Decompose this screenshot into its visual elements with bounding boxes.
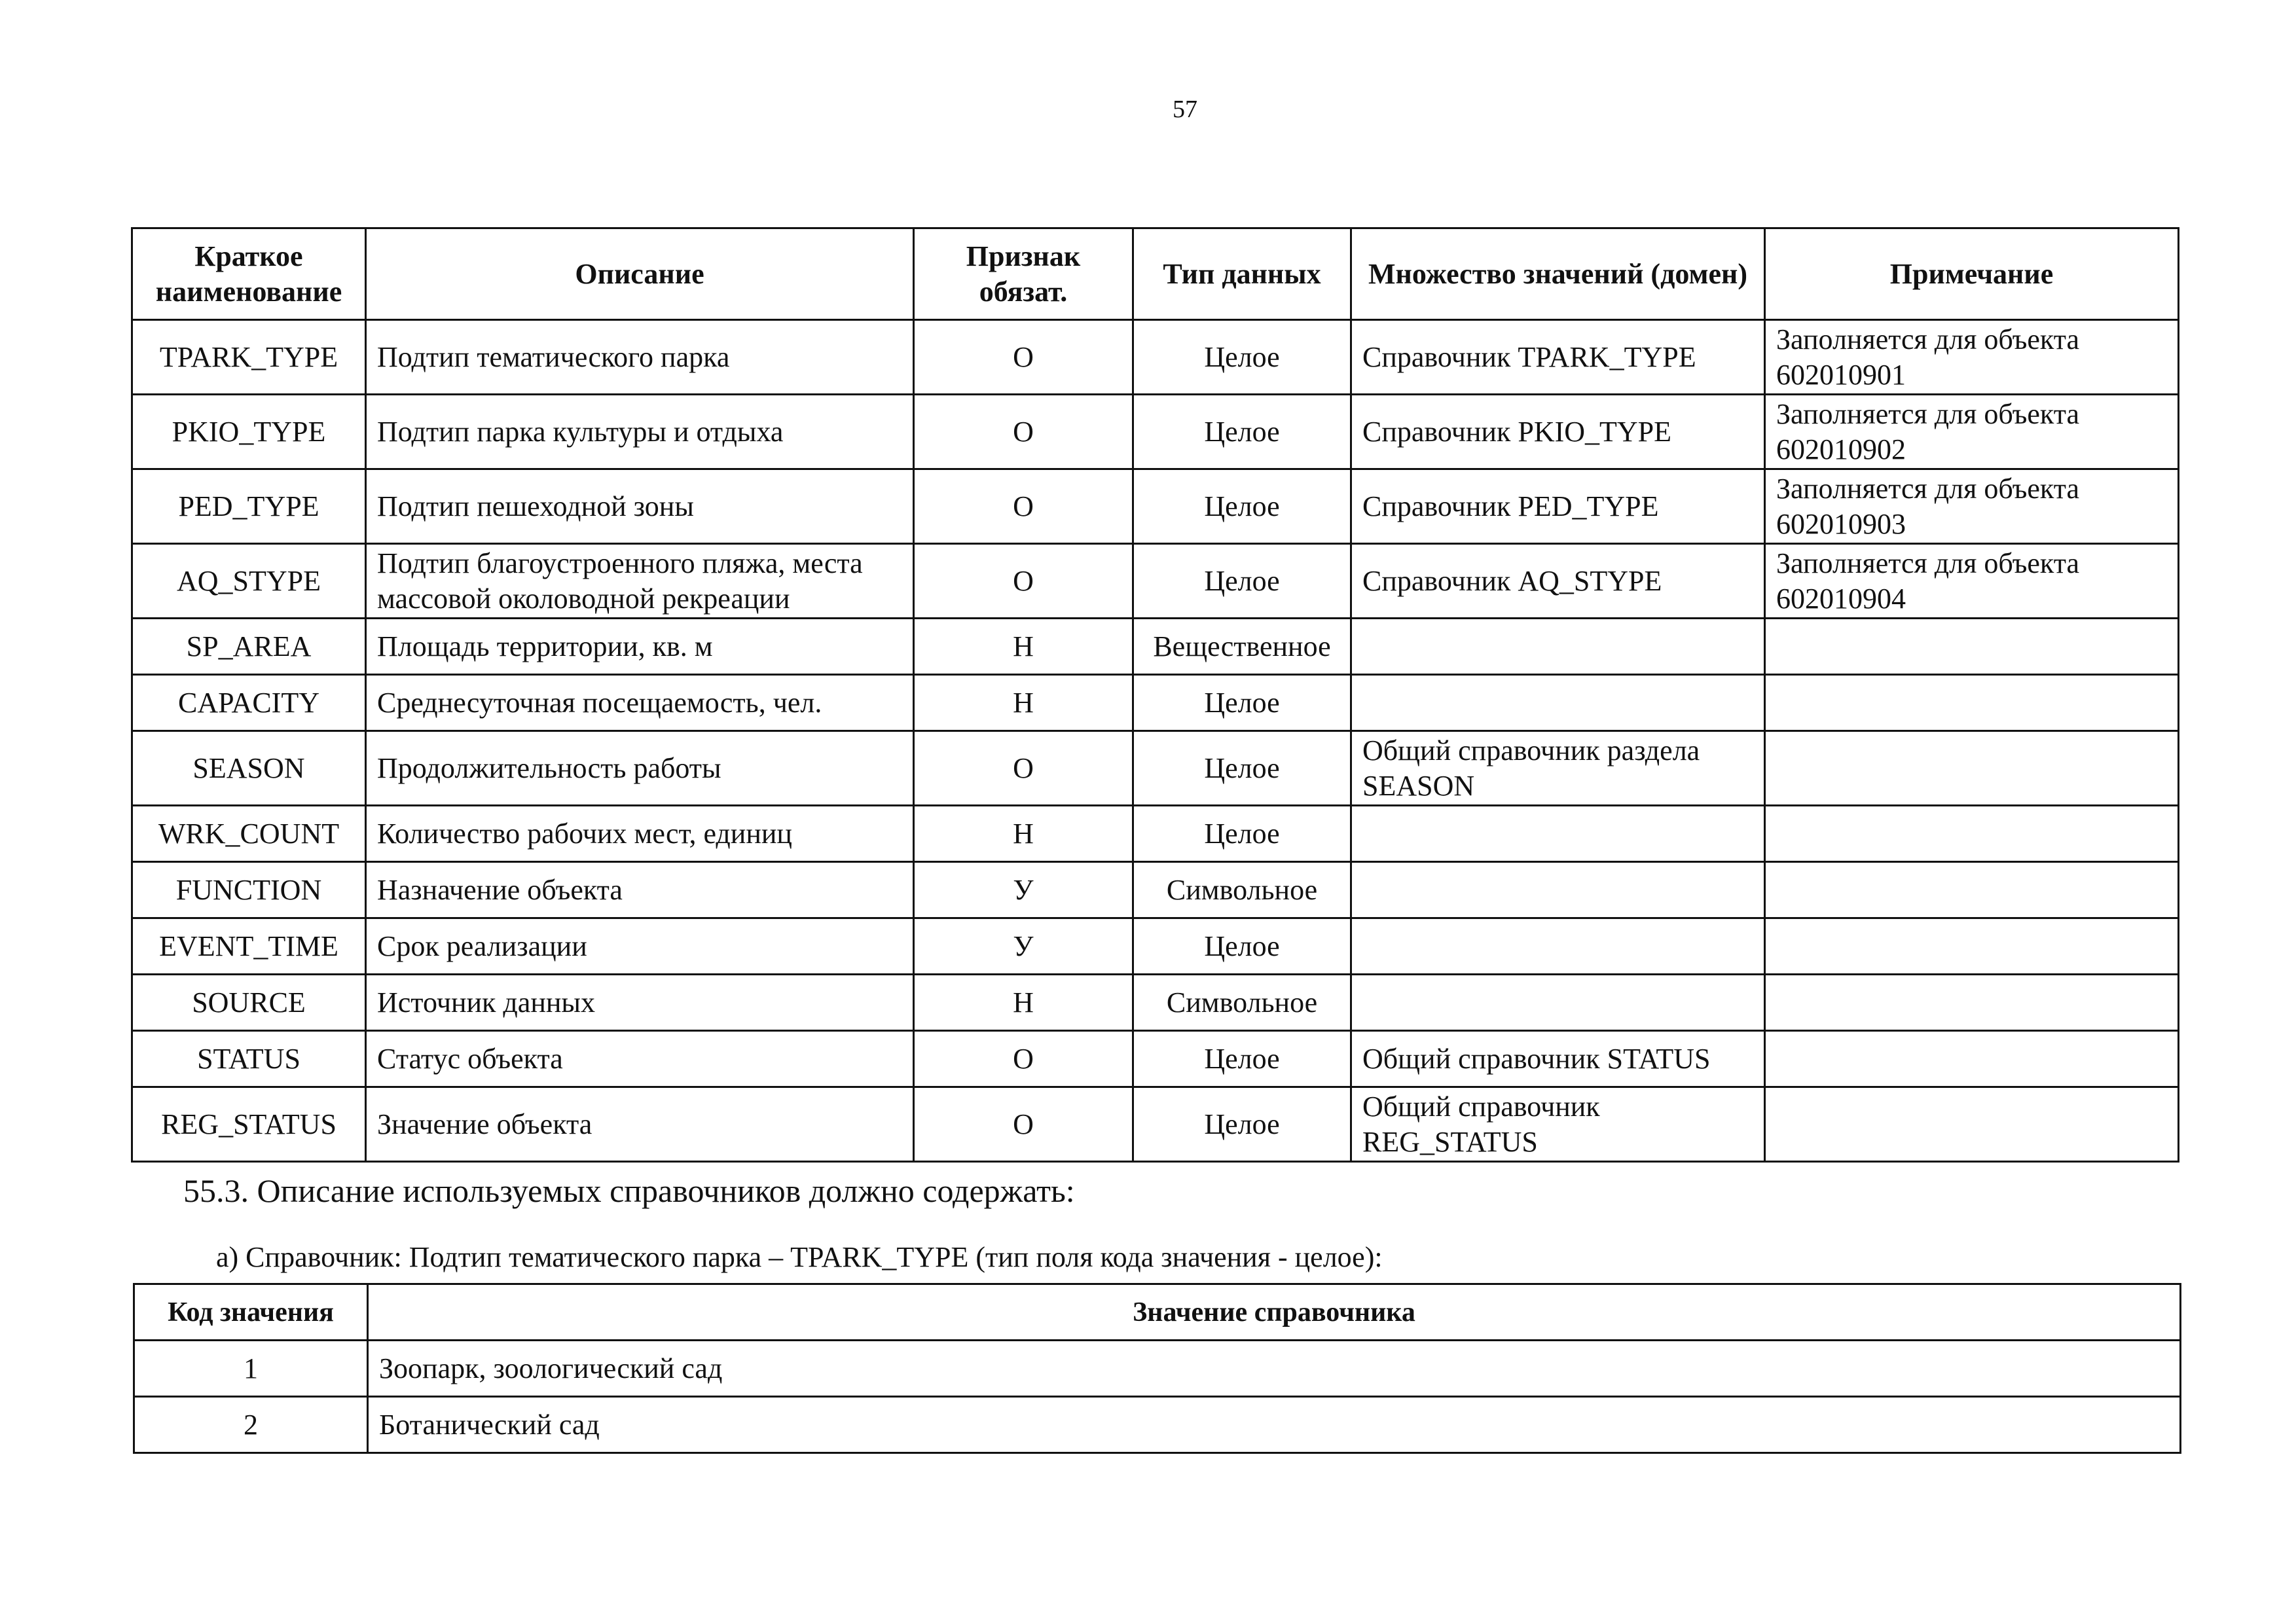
cell-name: SEASON xyxy=(132,731,366,806)
cell-name: AQ_STYPE xyxy=(132,544,366,619)
cell-domain: Общий справочник раздела SEASON xyxy=(1351,731,1765,806)
cell-desc: Статус объекта xyxy=(366,1031,914,1087)
cell-req: Н xyxy=(914,806,1133,862)
cell-domain: Общий справочник REG_STATUS xyxy=(1351,1087,1765,1162)
cell-desc: Подтип пешеходной зоны xyxy=(366,469,914,544)
page-number: 57 xyxy=(1173,96,1197,123)
cell-name: REG_STATUS xyxy=(132,1087,366,1162)
cell-note xyxy=(1765,918,2179,975)
cell-req: Н xyxy=(914,619,1133,675)
cell-note xyxy=(1765,806,2179,862)
cell-type: Целое xyxy=(1133,731,1351,806)
cell-domain xyxy=(1351,675,1765,731)
cell-req: О xyxy=(914,395,1133,469)
table-row xyxy=(132,544,2179,619)
cell-desc: Подтип тематического парка xyxy=(366,320,914,395)
cell-value: Ботанический сад xyxy=(368,1397,2181,1453)
cell-note xyxy=(1765,619,2179,675)
cell-domain xyxy=(1351,975,1765,1031)
header-code: Код значения xyxy=(134,1284,368,1341)
cell-name: SOURCE xyxy=(132,975,366,1031)
cell-type: Целое xyxy=(1133,806,1351,862)
table-row xyxy=(132,395,2179,469)
cell-name: PKIO_TYPE xyxy=(132,395,366,469)
cell-domain: Общий справочник STATUS xyxy=(1351,1031,1765,1087)
cell-note xyxy=(1765,975,2179,1031)
cell-domain: Справочник PED_TYPE xyxy=(1351,469,1765,544)
cell-desc: Срок реализации xyxy=(366,918,914,975)
cell-req: Н xyxy=(914,975,1133,1031)
cell-desc: Значение объекта xyxy=(366,1087,914,1162)
cell-domain: Справочник TPARK_TYPE xyxy=(1351,320,1765,395)
cell-domain xyxy=(1351,619,1765,675)
reference-table xyxy=(133,1283,2181,1454)
table-row xyxy=(134,1397,2181,1453)
cell-type: Целое xyxy=(1133,320,1351,395)
cell-req: У xyxy=(914,918,1133,975)
cell-type: Целое xyxy=(1133,395,1351,469)
cell-type: Целое xyxy=(1133,544,1351,619)
reference-header-row xyxy=(134,1284,2181,1341)
cell-note xyxy=(1765,675,2179,731)
cell-type: Вещественное xyxy=(1133,619,1351,675)
table-row xyxy=(132,320,2179,395)
table-row xyxy=(132,731,2179,806)
cell-name: CAPACITY xyxy=(132,675,366,731)
reference-caption: а) Справочник: Подтип тематического парка – TPARK_TYPE (тип поля кода значения - целое): xyxy=(216,1241,1383,1273)
table-header-row xyxy=(132,228,2179,320)
header-domain: Множество значений (домен) xyxy=(1351,228,1765,320)
cell-name: TPARK_TYPE xyxy=(132,320,366,395)
cell-desc: Назначение объекта xyxy=(366,862,914,918)
cell-desc: Среднесуточная посещаемость, чел. xyxy=(366,675,914,731)
cell-domain xyxy=(1351,918,1765,975)
header-value: Значение справочника xyxy=(368,1284,2181,1341)
table-row xyxy=(132,918,2179,975)
cell-req: У xyxy=(914,862,1133,918)
cell-name: FUNCTION xyxy=(132,862,366,918)
cell-type: Целое xyxy=(1133,675,1351,731)
cell-note xyxy=(1765,1087,2179,1162)
cell-req: О xyxy=(914,320,1133,395)
cell-note xyxy=(1765,862,2179,918)
cell-desc: Подтип парка культуры и отдыха xyxy=(366,395,914,469)
header-note: Примечание xyxy=(1765,228,2179,320)
cell-domain: Справочник PKIO_TYPE xyxy=(1351,395,1765,469)
cell-code: 2 xyxy=(134,1397,368,1453)
cell-desc: Источник данных xyxy=(366,975,914,1031)
table-row xyxy=(132,1087,2179,1162)
cell-name: EVENT_TIME xyxy=(132,918,366,975)
cell-desc: Площадь территории, кв. м xyxy=(366,619,914,675)
cell-req: О xyxy=(914,544,1133,619)
cell-type: Целое xyxy=(1133,1087,1351,1162)
attributes-table xyxy=(131,227,2179,1163)
cell-value: Зоопарк, зоологический сад xyxy=(368,1341,2181,1397)
table-row xyxy=(132,1031,2179,1087)
table-row xyxy=(132,675,2179,731)
cell-name: SP_AREA xyxy=(132,619,366,675)
cell-name: STATUS xyxy=(132,1031,366,1087)
cell-type: Символьное xyxy=(1133,862,1351,918)
cell-name: PED_TYPE xyxy=(132,469,366,544)
table-row xyxy=(132,469,2179,544)
cell-req: О xyxy=(914,1087,1133,1162)
cell-note: Заполняется для объекта 602010903 xyxy=(1765,469,2179,544)
cell-desc: Продолжительность работы xyxy=(366,731,914,806)
header-required: Признак обязат. xyxy=(914,228,1133,320)
table-row xyxy=(134,1341,2181,1397)
cell-note: Заполняется для объекта 602010902 xyxy=(1765,395,2179,469)
cell-note xyxy=(1765,731,2179,806)
cell-name: WRK_COUNT xyxy=(132,806,366,862)
cell-domain xyxy=(1351,862,1765,918)
table-row xyxy=(132,806,2179,862)
table-row xyxy=(132,975,2179,1031)
header-description: Описание xyxy=(366,228,914,320)
cell-req: Н xyxy=(914,675,1133,731)
cell-type: Целое xyxy=(1133,918,1351,975)
section-heading-55-3: 55.3. Описание используемых справочников должно содержать: xyxy=(183,1172,1075,1209)
cell-domain: Справочник AQ_STYPE xyxy=(1351,544,1765,619)
cell-req: О xyxy=(914,469,1133,544)
cell-desc: Подтип благоустроенного пляжа, места массовой околоводной рекреации xyxy=(366,544,914,619)
cell-type: Целое xyxy=(1133,469,1351,544)
cell-type: Символьное xyxy=(1133,975,1351,1031)
header-short-name: Краткое наименование xyxy=(132,228,366,320)
cell-code: 1 xyxy=(134,1341,368,1397)
cell-req: О xyxy=(914,731,1133,806)
cell-req: О xyxy=(914,1031,1133,1087)
cell-domain xyxy=(1351,806,1765,862)
cell-note xyxy=(1765,1031,2179,1087)
cell-type: Целое xyxy=(1133,1031,1351,1087)
cell-desc: Количество рабочих мест, единиц xyxy=(366,806,914,862)
cell-note: Заполняется для объекта 602010901 xyxy=(1765,320,2179,395)
table-row xyxy=(132,619,2179,675)
table-row xyxy=(132,862,2179,918)
header-data-type: Тип данных xyxy=(1133,228,1351,320)
cell-note: Заполняется для объекта 602010904 xyxy=(1765,544,2179,619)
